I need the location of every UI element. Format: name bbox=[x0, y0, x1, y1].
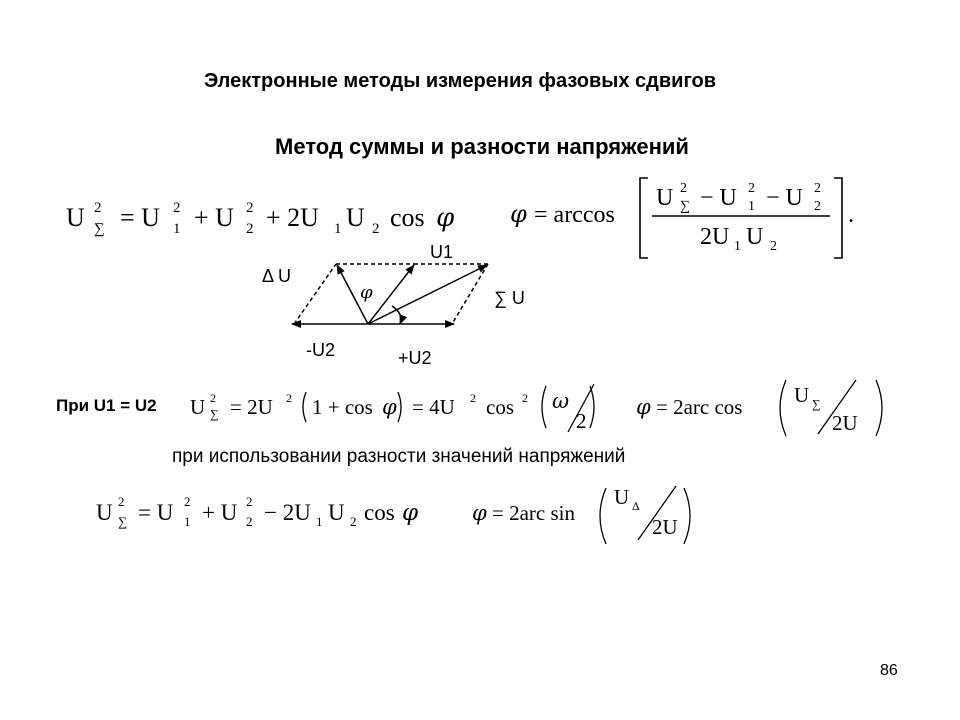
svg-text:= U: = U bbox=[138, 500, 174, 525]
svg-text:2U: 2U bbox=[832, 411, 858, 435]
svg-text:2: 2 bbox=[814, 199, 821, 214]
svg-text:= 4U: = 4U bbox=[412, 395, 455, 419]
svg-text:= U: = U bbox=[120, 203, 160, 232]
formula-diff-phi bbox=[472, 485, 690, 544]
svg-text:φ: φ bbox=[382, 395, 397, 419]
svg-text:= 2arc sin: = 2arc sin bbox=[492, 501, 575, 525]
svg-text:U: U bbox=[66, 203, 85, 232]
svg-text:φ: φ bbox=[402, 500, 419, 526]
svg-text:ω: ω bbox=[552, 389, 570, 413]
svg-text:2: 2 bbox=[246, 221, 254, 237]
svg-text:1: 1 bbox=[734, 239, 741, 254]
svg-text:U: U bbox=[746, 224, 764, 250]
formula-equal-sum bbox=[190, 384, 594, 433]
slide-title: Электронные методы измерения фазовых сдвигов bbox=[203, 70, 717, 92]
svg-text:U: U bbox=[190, 395, 206, 419]
svg-text:φ: φ bbox=[436, 203, 455, 233]
svg-text:2: 2 bbox=[246, 200, 254, 216]
page-number: 86 bbox=[880, 662, 898, 679]
label-u1: U1 bbox=[430, 242, 454, 262]
svg-text:U: U bbox=[794, 383, 810, 407]
formula-phi-arccos bbox=[510, 178, 854, 258]
label-sum-u: ∑ U bbox=[494, 288, 525, 308]
svg-text:1: 1 bbox=[184, 514, 191, 529]
svg-text:+ U: + U bbox=[194, 203, 234, 232]
svg-text:φ: φ bbox=[472, 501, 487, 525]
formula-sum-law bbox=[66, 200, 455, 237]
label-plus-u2: +U2 bbox=[398, 348, 432, 368]
difference-note: при использовании разности значений напряжений bbox=[172, 446, 626, 467]
svg-text:2: 2 bbox=[748, 181, 755, 196]
svg-text:= 2arc cos: = 2arc cos bbox=[656, 395, 743, 419]
svg-text:U: U bbox=[614, 485, 630, 509]
condition-label: При U1 = U2 bbox=[56, 396, 157, 415]
svg-text:2: 2 bbox=[118, 494, 125, 509]
label-minus-u2: -U2 bbox=[306, 340, 336, 360]
svg-text:∑: ∑ bbox=[94, 221, 105, 237]
svg-text:1: 1 bbox=[316, 514, 323, 529]
svg-text:Δ: Δ bbox=[632, 499, 640, 513]
svg-text:cos: cos bbox=[486, 395, 514, 419]
svg-text:U: U bbox=[328, 500, 345, 525]
svg-text:U: U bbox=[656, 185, 674, 211]
svg-text:+ 2U: + 2U bbox=[266, 203, 319, 232]
svg-text:1: 1 bbox=[173, 221, 181, 237]
svg-text:2: 2 bbox=[246, 514, 253, 529]
svg-text:φ: φ bbox=[510, 200, 527, 228]
svg-text:2: 2 bbox=[680, 181, 687, 196]
svg-text:= arccos: = arccos bbox=[534, 202, 615, 228]
svg-text:= 2U: = 2U bbox=[230, 395, 273, 419]
label-phi: φ bbox=[360, 282, 373, 303]
svg-text:.: . bbox=[848, 202, 854, 228]
svg-text:U: U bbox=[96, 500, 113, 525]
svg-text:2U: 2U bbox=[700, 224, 730, 250]
svg-text:2: 2 bbox=[246, 494, 253, 509]
svg-text:2: 2 bbox=[770, 239, 777, 254]
svg-text:− 2U: − 2U bbox=[264, 500, 311, 525]
svg-text:2: 2 bbox=[814, 181, 821, 196]
label-delta-u: Δ U bbox=[262, 266, 292, 286]
svg-text:2: 2 bbox=[470, 391, 476, 405]
svg-text:2: 2 bbox=[522, 391, 528, 405]
svg-text:∑: ∑ bbox=[210, 407, 219, 421]
svg-text:1: 1 bbox=[334, 221, 342, 237]
svg-text:+ U: + U bbox=[202, 500, 238, 525]
svg-text:2U: 2U bbox=[652, 515, 678, 539]
svg-text:2: 2 bbox=[350, 514, 357, 529]
svg-text:1: 1 bbox=[748, 199, 755, 214]
svg-text:− U: − U bbox=[766, 185, 803, 211]
svg-text:φ: φ bbox=[636, 395, 651, 419]
svg-text:2: 2 bbox=[184, 494, 191, 509]
svg-text:2: 2 bbox=[210, 391, 216, 405]
svg-text:2: 2 bbox=[94, 200, 102, 216]
vector-diagram bbox=[292, 264, 488, 324]
svg-text:1 + cos: 1 + cos bbox=[312, 395, 373, 419]
formula-diff-law bbox=[96, 494, 419, 529]
svg-text:U: U bbox=[346, 203, 365, 232]
formula-equal-phi bbox=[636, 380, 882, 436]
svg-text:2: 2 bbox=[576, 409, 587, 433]
svg-text:− U: − U bbox=[700, 185, 737, 211]
svg-text:∑: ∑ bbox=[812, 397, 821, 411]
svg-text:2: 2 bbox=[173, 200, 181, 216]
svg-text:∑: ∑ bbox=[118, 514, 128, 529]
svg-text:cos: cos bbox=[364, 500, 395, 525]
slide-subtitle: Метод суммы и разности напряжений bbox=[275, 134, 689, 159]
svg-text:2: 2 bbox=[372, 221, 380, 237]
svg-text:∑: ∑ bbox=[680, 199, 690, 214]
svg-text:2: 2 bbox=[286, 391, 292, 405]
svg-text:cos: cos bbox=[390, 203, 425, 232]
